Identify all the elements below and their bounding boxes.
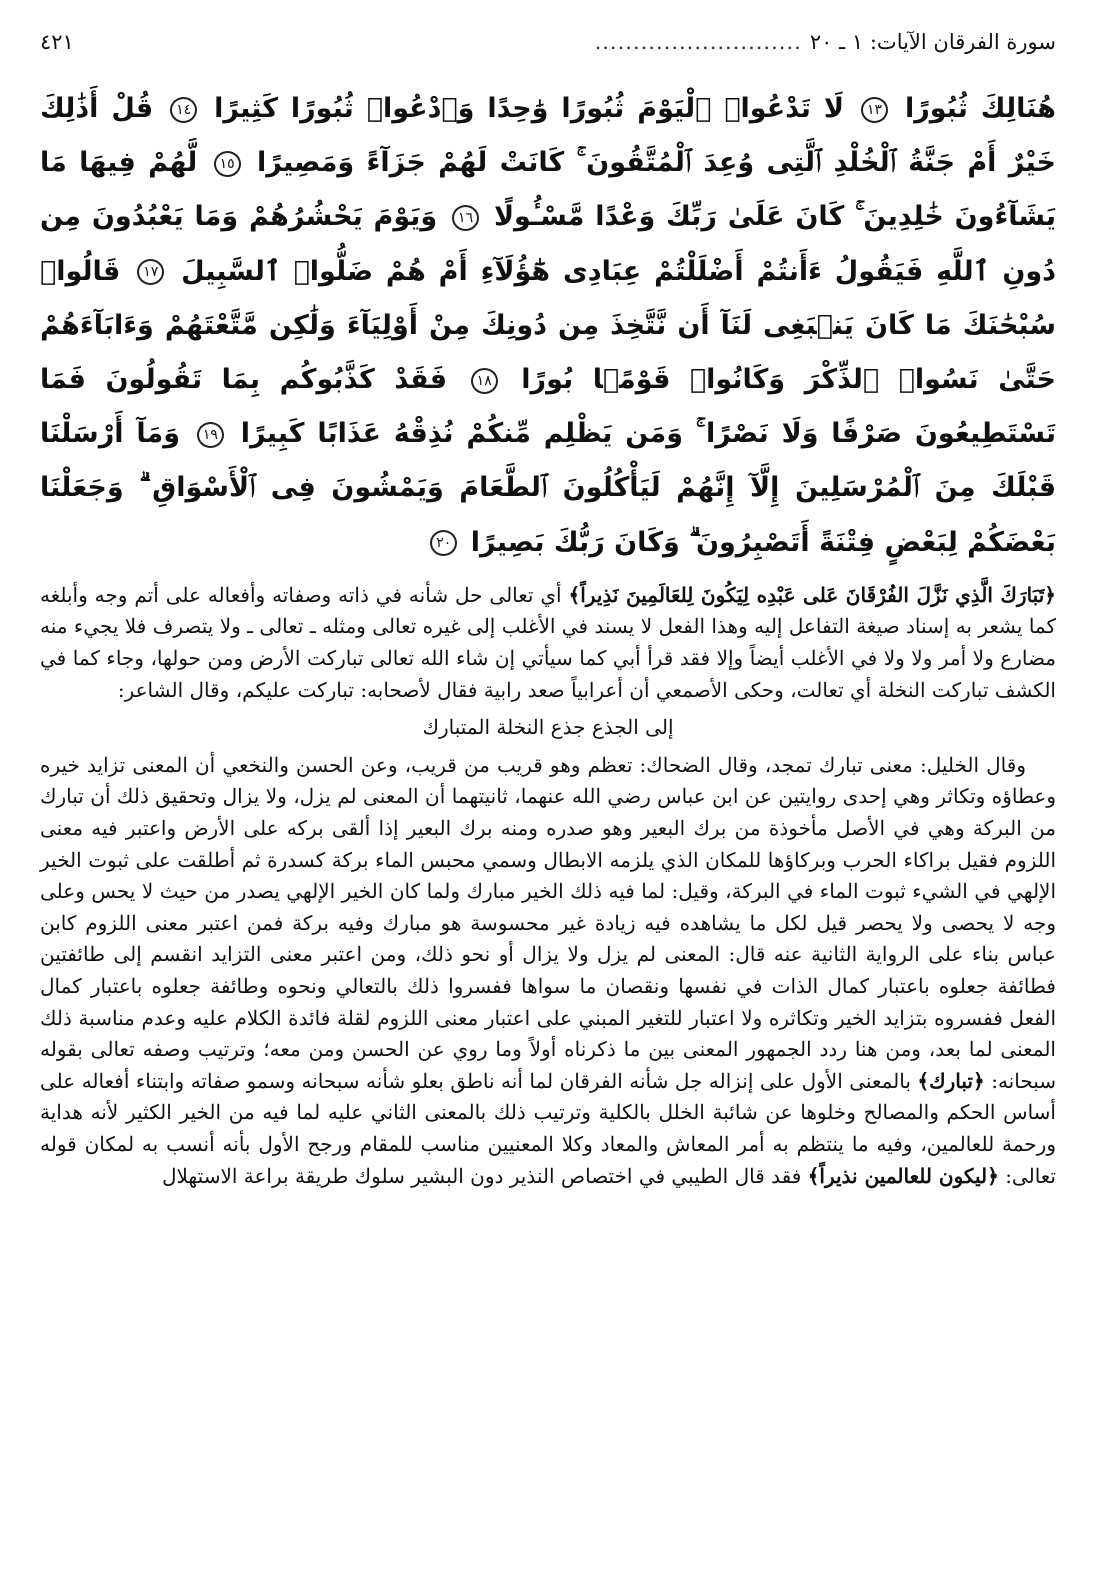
tafsir-commentary bbox=[40, 580, 1056, 1192]
quoted-verse: ﴿تَبَارَكَ الَّذِي نَزَّلَ الفُرْقَانَ عَلى عَبْدِه لِيَكُونَ لِلعَالَمِينَ نَذِيراً﴾ bbox=[568, 582, 1056, 607]
verse-text: لَّهُمْ فِيهَا مَا يَشَآءُونَ خَٰلِدِينَ ۚ كَانَ عَلَىٰ رَبِّكَ وَعْدًا مَّسْـُٔولًا bbox=[40, 147, 1057, 233]
verse-text: لَا تَدْعُوا۟ ٱلْيَوْمَ ثُبُورًا وَٰحِدًا وَٱدْعُوا۟ ثُبُورًا كَثِيرًا bbox=[214, 93, 844, 124]
ayah-number-15: ١٥ bbox=[214, 151, 241, 177]
page-header bbox=[40, 30, 1056, 78]
verse-text: هُنَالِكَ ثُبُورًا bbox=[904, 93, 1056, 124]
quran-verses bbox=[40, 82, 1056, 570]
book-page bbox=[40, 30, 1056, 1546]
ayah-number-16: ١٦ bbox=[452, 205, 479, 231]
verse-text: قَالُوا۟ سُبْحَٰنَكَ مَا كَانَ يَنۢبَغِى لَنَآ أَن نَّتَّخِذَ مِن دُونِكَ مِنْ أَوْلِيَآءَ وَلَٰكِن مَّتَّعْتَهُمْ وَءَابَآءَهُمْ حَتَّىٰ نَسُوا۟ ٱلذِّكْرَ وَكَانُوا۟ قَوْمًۢا بُورًا bbox=[40, 255, 1056, 396]
paragraph-text: وقال الخليل: معنى تبارك تمجد، وقال الضحاك: تعظم وهو قريب من قريب، وعن الحسن والنخعي أن المعنى تزايد خيره وعطاؤه وتكاثر وهي إحدى روايتين عن ابن عباس رضي الله عنهما، ثانيتهما أن المعنى لم يزل، ولا يزال وتحقيق ذلك أن تبارك من البركة وهي في الأصل مأخوذة من برك البعير وهو صدره ومنه برك البعير إذا ألقى بركه على الأرض واعتبر فيه معنى اللزوم فقيل براكاء الحرب وبركاؤها للمكان الذي يلزمه الابطال وسمي محبس الماء بركة كسدرة ثم أطلقت على ثبوت الخير الإلهي في الشيء ثبوت الماء في البركة، وقيل: لما فيه ذلك الخير مبارك ولما كان الخير الإلهي يصدر من حيث لا يحس وعلى وجه لا يحصى ولا يحصر قيل لكل ما يشاهده فيه زيادة غير محسوسة هو مبارك وفيه بركة فمن اعتبر معنى اللزوم كابن عباس بناء على الرواية الثانية عنه قال: المعنى لم يزل ولا يزال أو نحو ذلك، ومن اعتبر معنى التزايد انقسم إلى طائفتين فطائفة جعلوه باعتبار كمال الذات في نفسها ونقصان ما سواها ففسروا ذلك بالتعالي ونحوه وطائفة جعلوه باعتبار كمال الفعل ففسروه بتزايد الخير وتكاثره ولا اعتبار للتغير المبني على اعتبار معنى اللزوم لقلة فائدة الكلام عليه وعدم مناسبة ذلك المعنى لما بعد، ومن هنا ردد الجمهور المعنى بين ما ذكرناه أولاً وما روي عن الحسن ومن معه؛ وترتيب وصفه تعالى بقوله سبحانه: bbox=[40, 752, 1057, 1093]
paragraph bbox=[40, 580, 1056, 706]
paragraph bbox=[40, 750, 1056, 1192]
verse-text: قُلْ أَذَٰلِكَ خَيْرٌ أَمْ جَنَّةُ ٱلْخُلْدِ ٱلَّتِى وُعِدَ ٱلْمُتَّقُونَ ۚ كَانَتْ لَهُمْ جَزَآءً وَمَصِيرًا bbox=[40, 93, 1057, 179]
ayah-number-14: ١٤ bbox=[170, 97, 197, 123]
poetry-line: إلى الجذع جذع النخلة المتبارك bbox=[422, 715, 674, 740]
verse-text: وَمَآ أَرْسَلْنَا قَبْلَكَ مِنَ ٱلْمُرْسَلِينَ إِلَّآ إِنَّهُمْ لَيَأْكُلُونَ ٱلطَّعَامَ وَيَمْشُونَ فِى ٱلْأَسْوَاقِ ۗ وَجَعَلْنَا بَعْضَكُمْ لِبَعْضٍ فِتْنَةً أَتَصْبِرُونَ ۗ وَكَانَ رَبُّكَ بَصِيرًا bbox=[40, 418, 1056, 558]
surah-title: سورة الفرقان الآيات: ١ ـ ٢٠ bbox=[809, 30, 1056, 54]
paragraph-text: فقد قال الطيبي في اختصاص النذير دون البشير سلوك طريقة براعة الاستهلال bbox=[161, 1163, 802, 1188]
quoted-verse: ﴿ليكون للعالمين نذيراً﴾ bbox=[807, 1163, 999, 1188]
ayah-number-17: ١٧ bbox=[137, 259, 164, 285]
ayah-number-19: ١٩ bbox=[197, 422, 224, 448]
quoted-verse: ﴿تبارك﴾ bbox=[917, 1068, 985, 1093]
header-dots: ........................... bbox=[594, 30, 802, 54]
page-number: ٤٢١ bbox=[40, 30, 74, 54]
paragraph-text: أي تعالى حل شأنه في ذاته وصفاته وأفعاله على أتم وجه وأبلغه كما يشعر به إسناد صيغة التفاعل إليه وهذا الفعل لا يسند في الأغلب إلى غيره تعالى ومثله ـ تعالى ـ ولا يتصرف فلا يجيء منه مضارع ولا أمر ولا ولا في الأغلب أيضاً وإلا فقد قرأ أبي كما سيأتي إن شاء الله تعالى تباركت الأرض ومن حولها، وجاء كما في الكشف تباركت النخلة أي تعالت، وحكى الأصمعي أن أعرابياً صعد رابية فقال لأصحابه: تباركت عليكم، وقال الشاعر: bbox=[40, 582, 1056, 702]
ayah-number-20: ٢٠ bbox=[430, 530, 457, 556]
ayah-number-18: ١٨ bbox=[471, 368, 498, 394]
verse-text: فَقَدْ كَذَّبُوكُم بِمَا تَقُولُونَ فَمَا تَسْتَطِيعُونَ صَرْفًا وَلَا نَصْرًا ۚ وَمَن يَظْلِم مِّنكُمْ نُذِقْهُ عَذَابًا كَبِيرًا bbox=[40, 364, 1056, 450]
verse-text: وَيَوْمَ يَحْشُرُهُمْ وَمَا يَعْبُدُونَ مِن دُونِ ٱللَّهِ فَيَقُولُ ءَأَنتُمْ أَضْلَلْتُمْ عِبَادِى هَٰٓؤُلَآءِ أَمْ هُمْ ضَلُّوا۟ ٱلسَّبِيلَ bbox=[40, 201, 1057, 287]
paragraph-text: بالمعنى الأول على إنزاله جل شأنه الفرقان لما أنه ناطق بعلو شأنه سبحانه وسمو صفاته وابتناء أفعاله على أساس الحكم والمصالح وخلوها عن شائبة الخلل بالكلية وترتيب ذلك بالمعنى الثاني عليه لما فيه من الخير الكثير لأنه هداية ورحمة للعالمين، وفيه ما ينتظم به أمر المعاش والمعاد وكلا المعنيين مناسب للمقام ورجح الأول بأنه أنسب به لمكان قوله تعالى: bbox=[40, 1068, 1056, 1188]
ayah-number-13: ١٣ bbox=[861, 97, 888, 123]
